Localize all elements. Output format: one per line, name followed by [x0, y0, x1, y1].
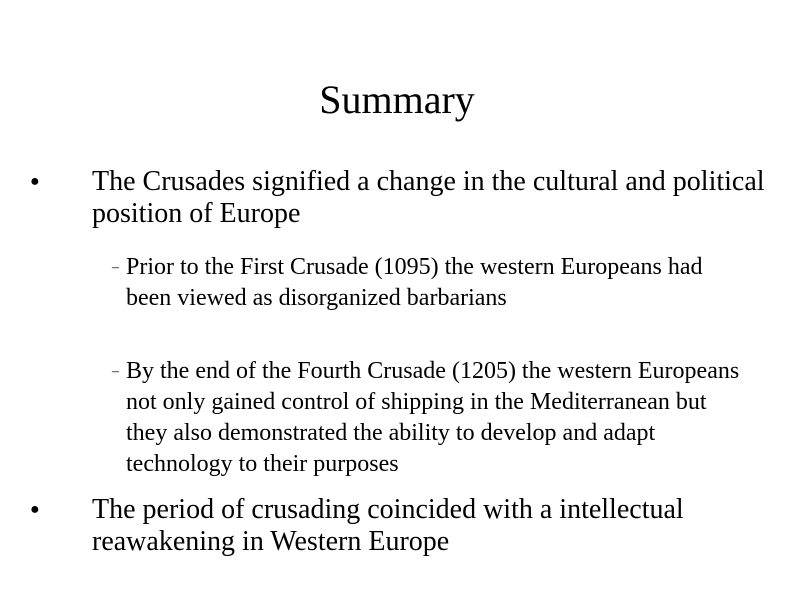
dash-marker: – [112, 364, 119, 379]
sub-bullet-text: Prior to the First Crusade (1095) the western Europeans had been viewed as disorganized barbarians [126, 254, 703, 311]
bullet-marker: ● [30, 501, 40, 518]
bullet-text: The period of crusading coincided with a intellectual reawakening in Western Europe [92, 494, 684, 557]
bullet-marker: ● [30, 173, 40, 190]
sub-bullet-text: By the end of the Fourth Crusade (1205) the western Europeans not only gained control of shipping in the Mediterranean but they also demonstrated the ability to develop and adapt technology to their purposes [126, 358, 740, 477]
slide-title: Summary [319, 77, 475, 122]
bullet-text: The Crusades signified a change in the cultural and political position of Europe [92, 166, 765, 229]
dash-marker: – [112, 260, 119, 275]
